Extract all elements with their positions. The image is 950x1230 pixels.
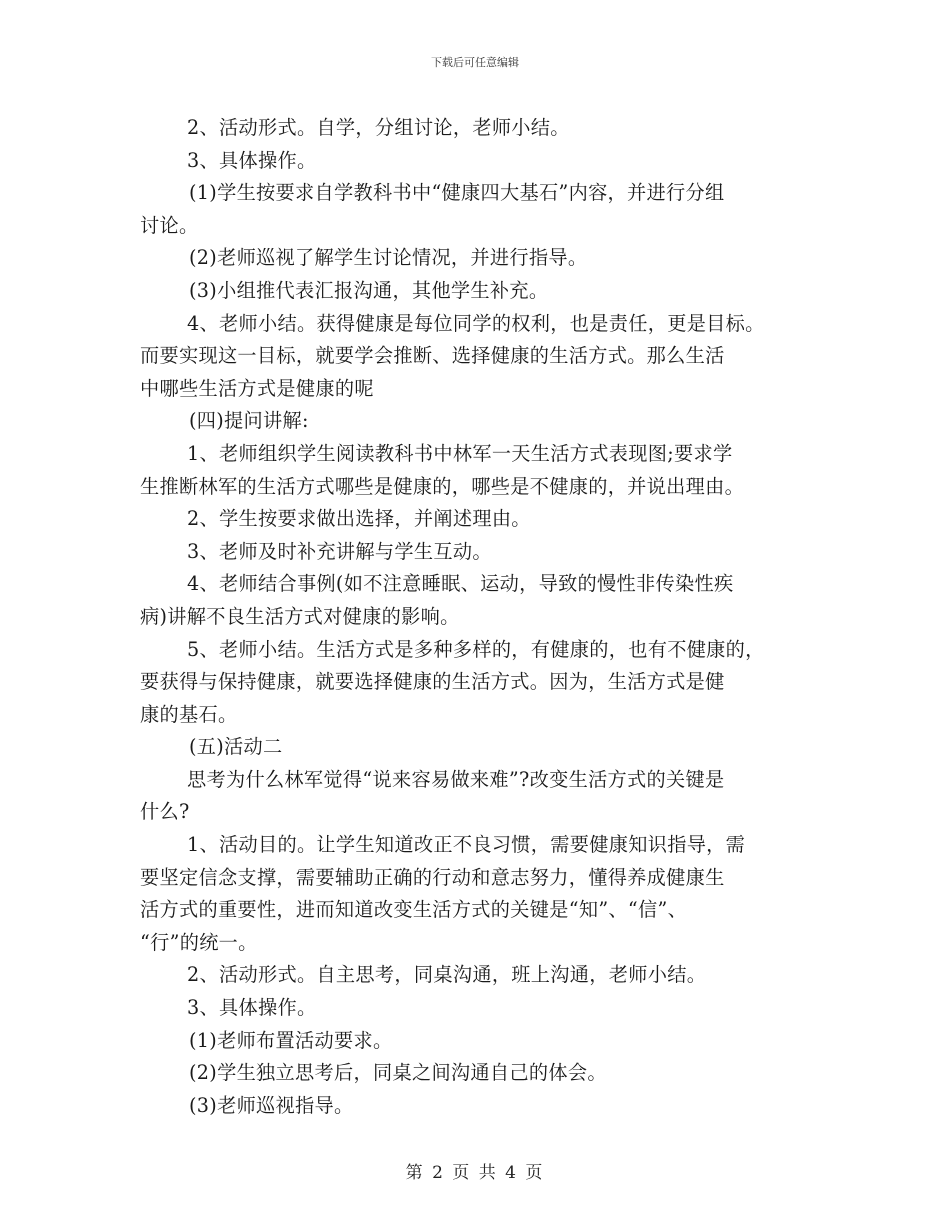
document-body <box>140 112 830 1122</box>
page-header: 下载后可任意编辑 <box>431 56 519 69</box>
paragraph-line: “行”的统一。 <box>140 930 258 954</box>
paragraph-line: 病)讲解不良生活方式对健康的影响。 <box>140 604 460 628</box>
page-footer: 第 2 页 共 4 页 <box>405 1163 545 1183</box>
paragraph-line: (1)老师布置活动要求。 <box>189 1028 393 1052</box>
paragraph-line: 3、具体操作。 <box>187 148 317 172</box>
paragraph-line: 5、老师小结。生活方式是多种多样的，有健康的，也有不健康的， <box>187 637 765 661</box>
paragraph-line: (2)学生独立思考后，同桌之间沟通自己的体会。 <box>189 1061 607 1085</box>
paragraph-line: 要坚定信念支撑，需要辅助正确的行动和意志努力，懂得养成健康生 <box>140 865 725 889</box>
paragraph-line: (四)提问讲解: <box>189 409 309 433</box>
paragraph-line: 什么? <box>140 800 190 824</box>
paragraph-line: 4、老师结合事例(如不注意睡眠、运动，导致的慢性非传染性疾 <box>187 572 734 596</box>
paragraph-line: 2、活动形式。自主思考，同桌沟通，班上沟通，老师小结。 <box>187 963 707 987</box>
paragraph-line: 讨论。 <box>140 213 199 237</box>
paragraph-line: 3、具体操作。 <box>187 996 317 1020</box>
paragraph-line: 中哪些生活方式是健康的呢 <box>140 376 374 400</box>
paragraph-line: 要获得与保持健康，就要选择健康的生活方式。因为，生活方式是健 <box>140 670 725 694</box>
paragraph-line: 思考为什么林军觉得“说来容易做来难”?改变生活方式的关键是 <box>187 767 725 791</box>
paragraph-line: 4、老师小结。获得健康是每位同学的权利，也是责任，更是目标。 <box>187 311 765 335</box>
paragraph-line: (2)老师巡视了解学生讨论情况，并进行指导。 <box>189 246 588 270</box>
paragraph-line: 3、老师及时补充讲解与学生互动。 <box>187 539 492 563</box>
paragraph-line: 1、老师组织学生阅读教科书中林军一天生活方式表现图;要求学 <box>187 441 733 465</box>
paragraph-line: 2、活动形式。自学，分组讨论，老师小结。 <box>187 116 570 139</box>
paragraph-line: 1、活动目的。让学生知道改正不良习惯，需要健康知识指导，需 <box>187 833 746 857</box>
paragraph-line: (3)小组推代表汇报沟通，其他学生补充。 <box>189 278 549 302</box>
paragraph-line: 2、学生按要求做出选择，并阐述理由。 <box>187 507 531 531</box>
paragraph-line: 活方式的重要性，进而知道改变生活方式的关键是“知”、“信”、 <box>140 898 688 922</box>
paragraph-line: (1)学生按要求自学教科书中“健康四大基石”内容，并进行分组 <box>189 181 725 205</box>
paragraph-line: (3)老师巡视指导。 <box>189 1093 354 1117</box>
paragraph-line: 而要实现这一目标，就要学会推断、选择健康的生活方式。那么生活 <box>140 344 725 368</box>
paragraph-line: 康的基石。 <box>140 702 238 726</box>
paragraph-line: (五)活动二 <box>189 735 283 759</box>
paragraph-line: 生推断林军的生活方式哪些是健康的，哪些是不健康的，并说出理由。 <box>140 474 745 498</box>
